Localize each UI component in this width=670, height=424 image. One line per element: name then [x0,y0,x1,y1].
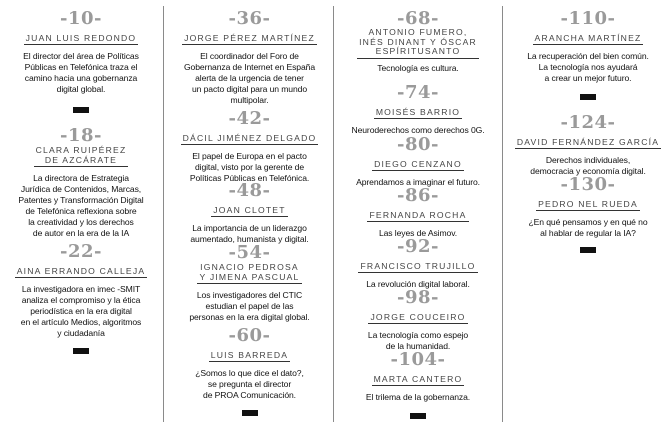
index-entry [172,110,327,184]
author-name: JOAN CLOTET [213,205,286,215]
entry-description: Neuroderechos como derechos 0G. [351,125,485,135]
author-name: CLARA RUIPÉREZ DE AZCÁRATE [35,145,127,165]
page-number: -92- [397,236,439,257]
entry-description: La tecnología como espejo de la humanidad. [367,330,469,351]
index-entry [340,351,496,419]
entry-end-bar [410,413,426,419]
index-entry [340,136,496,188]
page-number: -80- [397,134,439,155]
index-entry [510,176,666,253]
index-entry [340,84,496,136]
page-number: -98- [397,287,439,308]
column-divider [163,6,164,422]
index-entry [172,10,327,106]
entry-end-bar [580,94,596,100]
entry-end-bar [242,410,258,416]
entry-description: La investigadora en imec -SMIT analiza el compromiso y la ética periodística en la era digital en el artículo Medios, algoritmos y ciudadanía [20,284,142,338]
index-entry [510,10,666,100]
page-number: -68- [397,8,439,29]
author-name: MARTA CANTERO [373,374,463,384]
entry-description: La revolución digital laboral. [366,279,470,289]
entry-description: ¿En qué pensamos y en qué no al hablar de regular la IA? [528,217,648,238]
page-number: -74- [397,82,439,103]
entry-description: El coordinador del Foro de Gobernanza de Internet en España alerta de la urgencia de tener un pacto digital para un mundo multipolar. [183,51,316,105]
entry-description: Derechos individuales, democracia y economía digital. [530,155,646,176]
page-number: -48- [228,180,271,201]
index-entry [172,244,327,323]
author-name: JUAN LUIS REDONDO [25,33,137,43]
entry-end-bar [73,348,89,354]
author-name: ANTONIO FUMERO, INÉS DINANT Y ÓSCAR ESPÍRITUSANTO [357,28,479,59]
page-number: -10- [60,8,102,29]
index-entry [340,10,496,74]
page-number: -86- [397,185,439,206]
page-number: -104- [390,349,446,370]
entry-description: Aprendamos a imaginar el futuro. [356,177,480,187]
author-name: DIEGO CENZANO [374,159,462,169]
page-number: -36- [228,8,271,29]
entry-description: El trilema de la gobernanza. [365,392,471,402]
entry-end-bar [73,107,89,113]
page-number: -22- [60,241,102,262]
entry-description: Las leyes de Asimov. [378,228,458,238]
index-entry [6,10,156,113]
entry-description: La directora de Estrategia Jurídica de Contenidos, Marcas, Patentes y Transformación Digital de Telefónica reflexiona sobre la creatividad y los derechos de autor en la era de la IA [18,173,144,238]
index-entry [172,327,327,416]
index-entry [510,114,666,177]
page-number: -42- [228,108,271,129]
author-name: LUIS BARREDA [210,350,289,360]
page-number: -110- [560,8,616,29]
index-column-3 [340,0,496,424]
page-number: -130- [560,174,616,195]
entry-description: La recuperación del bien común. La tecnología nos ayudará a crear un mejor futuro. [527,51,649,83]
author-name: DÁCIL JIMÉNEZ DELGADO [182,133,317,143]
entry-description: ¿Somos lo que dice el dato?, se pregunta el director de PROA Comunicación. [195,368,304,400]
index-entry [172,182,327,245]
author-name: IGNACIO PEDROSA Y JIMENA PASCUAL [199,262,300,282]
entry-description: Los investigadores del CTIC estudian el papel de las personas en la era digital global. [189,290,310,322]
index-entry [340,187,496,239]
index-entry [6,127,156,239]
author-name: DAVID FERNÁNDEZ GARCÍA [516,137,660,147]
entry-end-bar [580,247,596,253]
index-entry [340,238,496,290]
author-name: JORGE PÉREZ MARTÍNEZ [184,33,315,43]
author-name: ARANCHA MARTÍNEZ [534,33,642,43]
page-number: -54- [228,242,271,263]
author-name: PEDRO NEL RUEDA [538,199,638,209]
index-entry [340,289,496,352]
entry-description: El director del área de Políticas Públicas en Telefónica traza el camino hacia una gobernanza digital global. [23,51,139,94]
entry-description: La importancia de un liderazgo aumentado, humanista y digital. [190,223,309,244]
column-divider [333,6,334,422]
author-name: FRANCISCO TRUJILLO [360,261,476,271]
column-divider [502,6,503,422]
entry-description: El papel de Europa en el pacto digital, visto por la gerente de Políticas Públicas en Telefónica. [189,151,310,183]
author-name: AINA ERRANDO CALLEJA [16,266,146,276]
index-column-4 [510,0,666,424]
author-name: MOISÉS BARRIO [375,107,461,117]
author-name: FERNANDA ROCHA [369,210,467,220]
author-name: JORGE COUCEIRO [370,312,466,322]
index-entry [6,243,156,354]
page-number: -124- [560,112,616,133]
page-number: -60- [228,325,271,346]
entry-description: Tecnología es cultura. [377,63,459,73]
page-number: -18- [60,125,102,146]
index-column-2 [172,0,327,424]
index-column-1 [6,0,156,424]
